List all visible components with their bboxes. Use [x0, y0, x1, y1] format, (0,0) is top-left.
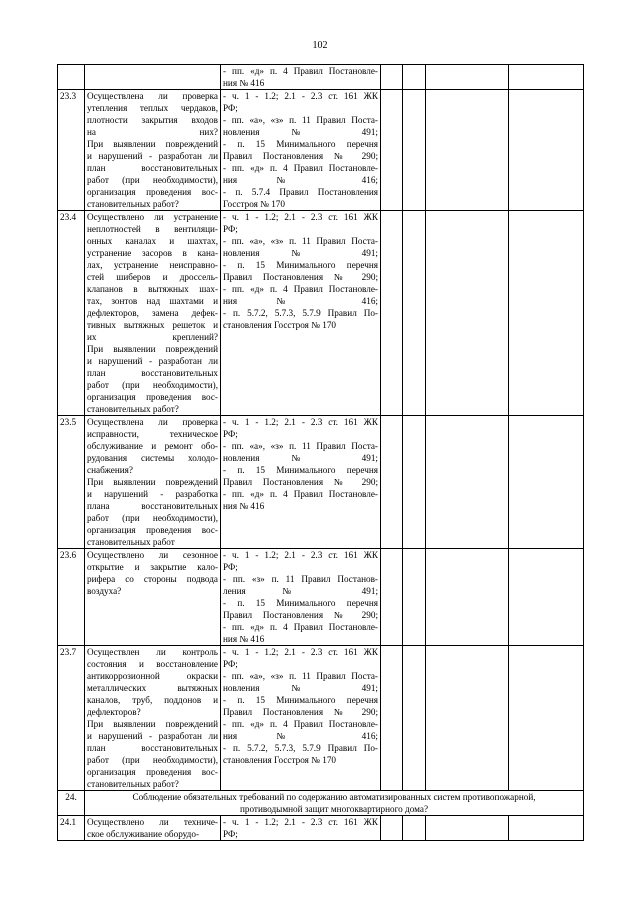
text-line: - ч. 1 - 1.2; 2.1 - 2.3 ст. 161 ЖК: [223, 91, 378, 101]
item-number: 23.4: [58, 211, 85, 416]
text-line: - п. 15 Минимального перечня: [223, 695, 378, 705]
blank-cell: [403, 65, 426, 90]
text-line: - ч. 1 - 1.2; 2.1 - 2.3 ст. 161 ЖК: [223, 550, 378, 560]
blank-cell: [426, 65, 509, 90]
text-line: клапанов в вытяжных шах-: [87, 284, 218, 294]
blank-cell: [509, 65, 584, 90]
text-line: тах, зонтов над шахтами и: [87, 296, 218, 306]
text-line: - пп. «а», «з» п. 11 Правил Поста-: [223, 236, 378, 246]
text-line: плотности закрытия входов: [87, 115, 218, 125]
text-line: - п. 15 Минимального перечня: [223, 598, 378, 608]
text-line: При выявлении повреждений: [87, 719, 218, 729]
text-line: обслуживание и ремонт обо-: [87, 441, 218, 451]
text-line: - п. 15 Минимального перечня: [223, 139, 378, 149]
table-row: [58, 65, 584, 90]
item-number: 23.6: [58, 549, 85, 646]
text-line: на них?: [87, 127, 218, 137]
blank-cell: [403, 549, 426, 646]
text-line: плана восстановительных: [87, 501, 218, 511]
blank-cell: [509, 549, 584, 646]
text-line: металлических вытяжных: [87, 683, 218, 693]
text-line: организация проведения вос-: [87, 187, 218, 197]
table-row: [58, 416, 584, 549]
blank-cell: [381, 549, 403, 646]
text-line: ления № 491;: [223, 586, 378, 596]
text-line: - п. 15 Минимального перечня: [223, 260, 378, 270]
text-line: Осуществлена ли проверка: [87, 417, 218, 427]
text-line: работ (при необходимости),: [87, 380, 218, 390]
legal-reference-cell: [221, 90, 381, 211]
text-line: воздуха?: [87, 586, 122, 596]
section-number: 24.: [58, 791, 85, 816]
text-line: новления № 491;: [223, 127, 378, 137]
table-row: [58, 646, 584, 791]
text-line: неплотностей в вентиляци-: [87, 224, 218, 234]
item-number: 23.3: [58, 90, 85, 211]
text-line: ния № 416;: [223, 731, 378, 741]
legal-reference-cell: [221, 816, 381, 841]
text-line: утепления теплых чердаков,: [87, 103, 218, 113]
text-line: ния № 416;: [223, 296, 378, 306]
blank-cell: [381, 646, 403, 791]
text-line: становления Госстроя № 170: [223, 755, 337, 765]
text-line: - пп. «д» п. 4 Правил Постановле-: [223, 163, 378, 173]
text-line: организация проведения вос-: [87, 525, 218, 535]
text-line: - пп. «д» п. 4 Правил Постановле-: [223, 719, 378, 729]
text-line: работ (при необходимости),: [87, 513, 218, 523]
blank-cell: [426, 90, 509, 211]
section-title: [85, 791, 584, 816]
text-line: и нарушений - разработан ли: [87, 356, 218, 366]
text-line: ния № 416: [223, 501, 265, 511]
blank-cell: [426, 416, 509, 549]
text-line: работ (при необходимости),: [87, 175, 218, 185]
table-row: [58, 211, 584, 416]
question-cell: [85, 816, 221, 841]
text-line: Осуществлено ли сезонное: [87, 550, 218, 560]
text-line: Правил Постановления № 290;: [223, 151, 378, 161]
legal-reference-cell: [221, 549, 381, 646]
text-line: и нарушений - разработан ли: [87, 731, 218, 741]
blank-cell: [381, 816, 403, 841]
blank-cell: [509, 646, 584, 791]
legal-reference-cell: [221, 65, 381, 90]
text-line: становления Госстроя № 170: [223, 320, 337, 330]
table-row: [58, 90, 584, 211]
question-cell: [85, 90, 221, 211]
text-line: и нарушений - разработка: [87, 489, 218, 499]
blank-cell: [381, 90, 403, 211]
text-line: лах, устранение неисправно-: [87, 260, 218, 270]
blank-cell: [426, 211, 509, 416]
blank-cell: [509, 90, 584, 211]
text-line: Осуществлено ли техниче-: [87, 817, 218, 827]
blank-cell: [381, 416, 403, 549]
text-line: онных каналах и шахтах,: [87, 236, 218, 246]
text-line: - п. 5.7.4 Правил Постановления: [223, 187, 378, 197]
text-line: открытие и закрытие кало-: [87, 562, 218, 572]
checklist-table: [57, 64, 584, 841]
text-line: РФ;: [223, 659, 238, 669]
section-row: [58, 791, 584, 816]
text-line: Правил Постановления № 290;: [223, 707, 378, 717]
item-number: 23.5: [58, 416, 85, 549]
text-line: работ (при необходимости),: [87, 755, 218, 765]
text-line: становительных работ?: [87, 404, 179, 414]
question-cell: [85, 416, 221, 549]
text-line: При выявлении повреждений: [87, 344, 218, 354]
question-cell: [85, 549, 221, 646]
text-line: - пп. «а», «з» п. 11 Правил Поста-: [223, 441, 378, 451]
text-line: новления № 491;: [223, 683, 378, 693]
text-line: организация проведения вос-: [87, 767, 218, 777]
text-line: При выявлении повреждений: [87, 139, 218, 149]
table-row: [58, 816, 584, 841]
text-line: ния № 416: [223, 634, 265, 644]
question-cell: [85, 211, 221, 416]
text-line: рифера со стороны подвода: [87, 574, 218, 584]
text-line: организация проведения вос-: [87, 392, 218, 402]
item-number: 23.7: [58, 646, 85, 791]
question-cell: [85, 646, 221, 791]
text-line: Правил Постановления № 290;: [223, 477, 378, 487]
text-line: - ч. 1 - 1.2; 2.1 - 2.3 ст. 161 ЖК: [223, 212, 378, 222]
text-line: исправности, техническое: [87, 429, 218, 439]
text-line: - ч. 1 - 1.2; 2.1 - 2.3 ст. 161 ЖК: [223, 417, 378, 427]
text-line: РФ;: [223, 224, 238, 234]
blank-cell: [426, 646, 509, 791]
text-line: становительных работ: [87, 537, 175, 547]
text-line: и нарушений - разработан ли: [87, 151, 218, 161]
question-cell: [85, 65, 221, 90]
blank-cell: [403, 416, 426, 549]
text-line: РФ;: [223, 103, 238, 113]
text-line: При выявлении повреждений: [87, 477, 218, 487]
text-line: - пп. «д» п. 4 Правил Постановле-: [223, 489, 378, 499]
text-line: становительных работ?: [87, 199, 179, 209]
blank-cell: [426, 549, 509, 646]
page-number: 102: [312, 40, 328, 51]
text-line: дефлекторов, замена дефек-: [87, 308, 218, 318]
blank-cell: [381, 65, 403, 90]
text-line: рудования системы холодо-: [87, 453, 218, 463]
blank-cell: [403, 816, 426, 841]
text-line: ния № 416: [223, 78, 265, 88]
text-line: антикоррозионной окраски: [87, 671, 218, 681]
section-title-line: Соблюдение обязательных требований по содержанию автоматизированных систем противопожарной,: [132, 792, 536, 802]
text-line: Правил Постановления № 290;: [223, 610, 378, 620]
blank-cell: [381, 211, 403, 416]
text-line: дефлекторов?: [87, 707, 141, 717]
text-line: устранение засоров в кана-: [87, 248, 218, 258]
text-line: - п. 5.7.2, 5.7.3, 5.7.9 Правил По-: [223, 308, 378, 318]
text-line: план восстановительных: [87, 743, 218, 753]
legal-reference-cell: [221, 211, 381, 416]
text-line: РФ;: [223, 829, 238, 839]
item-number: 24.1: [58, 816, 85, 841]
legal-reference-cell: [221, 646, 381, 791]
section-title-line: противодымной защит многоквартирного дома?: [239, 804, 429, 814]
text-line: - п. 15 Минимального перечня: [223, 465, 378, 475]
text-line: новления № 491;: [223, 453, 378, 463]
text-line: их креплений?: [87, 332, 218, 342]
text-line: Осуществлена ли проверка: [87, 91, 218, 101]
text-line: - п. 5.7.2, 5.7.3, 5.7.9 Правил По-: [223, 743, 378, 753]
table-row: [58, 549, 584, 646]
item-number: [58, 65, 85, 90]
text-line: тивных вытяжных решеток и: [87, 320, 218, 330]
text-line: план восстановительных: [87, 368, 218, 378]
text-line: ния № 416;: [223, 175, 378, 185]
text-line: - пп. «д» п. 4 Правил Постановле-: [223, 622, 378, 632]
text-line: Правил Постановления № 290;: [223, 272, 378, 282]
text-line: - пп. «а», «з» п. 11 Правил Поста-: [223, 671, 378, 681]
text-line: становительных работ?: [87, 779, 179, 789]
text-line: план восстановительных: [87, 163, 218, 173]
text-line: каналов, труб, поддонов и: [87, 695, 218, 705]
blank-cell: [403, 211, 426, 416]
text-line: состояния и восстановление: [87, 659, 218, 669]
legal-reference-cell: [221, 416, 381, 549]
text-line: ское обслуживание оборудо-: [87, 829, 200, 839]
blank-cell: [509, 816, 584, 841]
text-line: новления № 491;: [223, 248, 378, 258]
text-line: - пп. «з» п. 11 Правил Постанов-: [223, 574, 378, 584]
text-line: - пп. «а», «з» п. 11 Правил Поста-: [223, 115, 378, 125]
text-line: Осуществлено ли устранение: [87, 212, 218, 222]
blank-cell: [509, 211, 584, 416]
text-line: - пп. «д» п. 4 Правил Постановле-: [223, 284, 378, 294]
text-line: - пп. «д» п. 4 Правил Постановле-: [223, 66, 378, 76]
text-line: РФ;: [223, 562, 238, 572]
text-line: РФ;: [223, 429, 238, 439]
text-line: - ч. 1 - 1.2; 2.1 - 2.3 ст. 161 ЖК: [223, 647, 378, 657]
text-line: Госстроя № 170: [223, 199, 285, 209]
blank-cell: [426, 816, 509, 841]
blank-cell: [509, 416, 584, 549]
text-line: стей шиберов и дроссель-: [87, 272, 218, 282]
blank-cell: [403, 90, 426, 211]
blank-cell: [403, 646, 426, 791]
text-line: снабжения?: [87, 465, 133, 475]
text-line: Осуществлен ли контроль: [87, 647, 218, 657]
text-line: - ч. 1 - 1.2; 2.1 - 2.3 ст. 161 ЖК: [223, 817, 378, 827]
